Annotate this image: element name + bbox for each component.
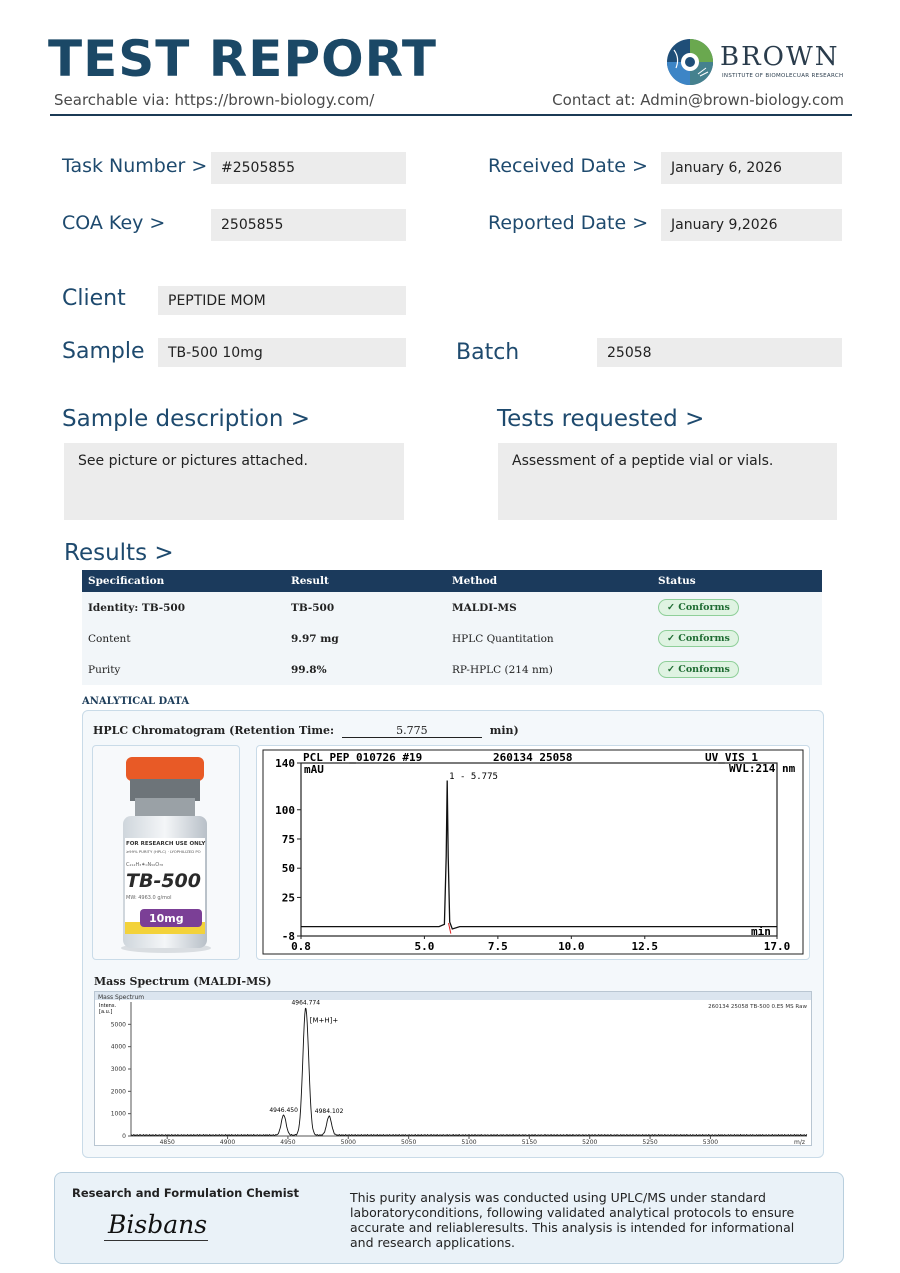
client-label: Client xyxy=(62,286,126,311)
row-spec: Content xyxy=(82,623,285,654)
hplc-header-left: PCL PEP_010726 #19 xyxy=(303,751,423,764)
analytical-data-label: ANALYTICAL DATA xyxy=(82,696,190,707)
vial-mw: MW: 4963.0 g/mol xyxy=(126,895,172,901)
ms-peak-annotation: [M+H]+ xyxy=(309,1016,339,1025)
tests-requested-label: Tests requested > xyxy=(497,406,705,432)
ms-x-tick-label: 5100 xyxy=(461,1139,477,1145)
ms-chart-frame xyxy=(94,991,812,1146)
row-result: 9.97 mg xyxy=(285,623,446,654)
hplc-chart-frame xyxy=(256,745,810,960)
hplc-wavelength: WVL:214 nm xyxy=(729,762,796,775)
ms-y-tick-label: 0 xyxy=(122,1133,126,1140)
ms-ylabel-line1: Intens. xyxy=(99,1003,117,1009)
hplc-trace xyxy=(301,781,777,930)
vial-photo xyxy=(92,745,240,960)
row-status-cell xyxy=(652,592,822,623)
hplc-y-tick-label: 100 xyxy=(275,803,295,817)
footer-note: This purity analysis was conducted using UPLC/MS under standard laboratoryconditions, following validated analytical protocols to ensure accurate and reliableresults. This analysis is intended for informational and research applications. xyxy=(350,1190,795,1250)
row-method: RP-HPLC (214 nm) xyxy=(446,654,652,685)
row-result: 99.8% xyxy=(285,654,446,685)
ms-title: Mass Spectrum (MALDI-MS) xyxy=(94,975,272,988)
ms-peak-label: 4984.102 xyxy=(314,1108,344,1116)
hplc-header-right: UV_VIS_1 xyxy=(705,751,758,764)
searchable-url: Searchable via: https://brown-biology.com/ xyxy=(54,91,375,109)
hplc-ylabel: mAU xyxy=(304,763,324,776)
logo-emblem-icon xyxy=(666,38,714,86)
batch-value: 25058 xyxy=(597,338,842,367)
row-method: MALDI-MS xyxy=(446,592,652,623)
chemist-title: Research and Formulation Chemist xyxy=(72,1186,299,1200)
col-result: Result xyxy=(285,570,446,592)
ms-tab-label: Mass Spectrum xyxy=(98,994,145,1001)
results-label: Results > xyxy=(64,540,174,566)
logo-wordmark: BROWN xyxy=(720,42,840,72)
header-rule xyxy=(50,114,852,116)
vial-label-top: FOR RESEARCH USE ONLY xyxy=(126,841,206,847)
hplc-x-tick-label: 0.8 xyxy=(291,940,311,953)
vial-formula: C₂₁₂H₃⁕₀N₅₆O₇₈ xyxy=(126,862,164,868)
ms-x-tick-label: 5250 xyxy=(642,1139,658,1145)
received-date-value: January 6, 2026 xyxy=(661,152,842,184)
vial-product-name: TB-500 xyxy=(126,870,201,892)
hplc-outer-border xyxy=(263,750,803,954)
hplc-y-tick-label: 25 xyxy=(281,891,295,905)
hplc-xlabel: min xyxy=(751,925,771,938)
client-value: PEPTIDE MOM xyxy=(158,286,406,315)
hplc-x-tick-label: 12.5 xyxy=(631,940,659,953)
hplc-x-tick-label: 7.5 xyxy=(487,940,508,953)
hplc-title-post: min) xyxy=(489,724,519,737)
tests-requested-box: Assessment of a peptide vial or vials. xyxy=(498,443,837,520)
row-status-cell xyxy=(652,623,822,654)
contact-email: Contact at: Admin@brown-biology.com xyxy=(552,91,844,109)
batch-label: Batch xyxy=(456,340,520,365)
coa-key-value: 2505855 xyxy=(211,209,406,241)
ms-x-tick-label: 5150 xyxy=(521,1139,537,1145)
sample-description-box: See picture or pictures attached. xyxy=(64,443,404,520)
row-status-cell xyxy=(652,654,822,685)
coa-key-label: COA Key > xyxy=(62,212,166,234)
row-spec: Purity xyxy=(82,654,285,685)
task-number-value: #2505855 xyxy=(211,152,406,184)
col-method: Method xyxy=(446,570,652,592)
ms-x-tick-label: 5200 xyxy=(582,1139,598,1145)
status-badge: ✓ Conforms xyxy=(658,630,739,647)
table-row xyxy=(82,623,822,654)
report-title: TEST REPORT xyxy=(48,30,437,88)
ms-tab-bar xyxy=(95,992,811,1000)
ms-ylabel-line2: [a.u.] xyxy=(99,1009,113,1015)
table-row xyxy=(82,592,822,623)
ms-y-tick-label: 3000 xyxy=(110,1066,126,1073)
hplc-y-tick-label: 140 xyxy=(275,757,295,770)
logo-subtitle: INSTITUTE OF BIOMOLECUAR RESEARCH xyxy=(722,73,844,79)
ms-y-tick-label: 4000 xyxy=(110,1043,126,1051)
vial-label-purity: ≥99% PURITY (HPLC) · LYOPHILIZED PO xyxy=(126,849,201,854)
row-method: HPLC Quantitation xyxy=(446,623,652,654)
ms-x-tick-label: 4850 xyxy=(159,1139,175,1145)
ms-y-tick-label: 2000 xyxy=(110,1088,126,1096)
hplc-title xyxy=(93,724,519,738)
reported-date-label: Reported Date > xyxy=(488,212,649,234)
sample-label: Sample xyxy=(62,339,145,364)
ms-chart xyxy=(95,992,811,1145)
hplc-y-tick-label: 75 xyxy=(281,832,295,846)
retention-time-value: 5.775 xyxy=(342,724,482,738)
hplc-peak-label: 1 - 5.775 xyxy=(449,772,498,783)
hplc-chart xyxy=(257,746,809,959)
reported-date-value: January 9,2026 xyxy=(661,209,842,241)
table-row xyxy=(82,654,822,685)
ms-header-right: 260134 25058 TB-500 0.E5 MS Raw xyxy=(708,1004,807,1010)
ms-x-tick-label: 4950 xyxy=(280,1139,296,1145)
hplc-title-pre: HPLC Chromatogram (Retention Time: xyxy=(93,724,335,737)
hplc-x-tick-label: 10.0 xyxy=(558,940,585,953)
ms-peak-label: 4964.774 xyxy=(291,999,321,1007)
status-badge: ✓ Conforms xyxy=(658,599,739,616)
results-table xyxy=(82,570,822,685)
hplc-x-tick-label: 17.0 xyxy=(763,940,791,953)
ms-x-tick-label: 5050 xyxy=(401,1139,417,1145)
hplc-header-mid: 260134 25058 xyxy=(493,751,573,764)
ms-x-tick-label: 5000 xyxy=(340,1139,356,1145)
hplc-y-tick-label: -8 xyxy=(281,930,295,943)
row-spec: Identity: TB-500 xyxy=(82,592,285,623)
col-specification: Specification xyxy=(82,570,285,592)
hplc-plot-area xyxy=(301,763,777,936)
status-badge: ✓ Conforms xyxy=(658,661,739,678)
task-number-label: Task Number > xyxy=(62,155,208,177)
ms-x-tick-label: 4900 xyxy=(219,1139,236,1145)
row-result: TB-500 xyxy=(285,592,446,623)
col-status: Status xyxy=(652,570,822,592)
signature-line xyxy=(104,1240,208,1241)
hplc-x-tick-label: 5.0 xyxy=(414,940,435,953)
signature: Bisbans xyxy=(108,1210,208,1239)
ms-y-tick-label: 1000 xyxy=(110,1110,126,1118)
sample-value: TB-500 10mg xyxy=(158,338,406,367)
ms-x-tick-label: 5300 xyxy=(702,1139,719,1145)
ms-y-tick-label: 5000 xyxy=(110,1021,126,1029)
hplc-y-tick-label: 50 xyxy=(281,862,295,876)
ms-peak-label: 4946.450 xyxy=(269,1106,298,1114)
vial-dose: 10mg xyxy=(149,912,184,925)
received-date-label: Received Date > xyxy=(488,155,648,177)
results-header-row xyxy=(82,570,822,592)
ms-xlabel: m/z xyxy=(793,1139,805,1145)
ms-trace xyxy=(131,1008,807,1135)
sample-description-label: Sample description > xyxy=(62,406,311,432)
